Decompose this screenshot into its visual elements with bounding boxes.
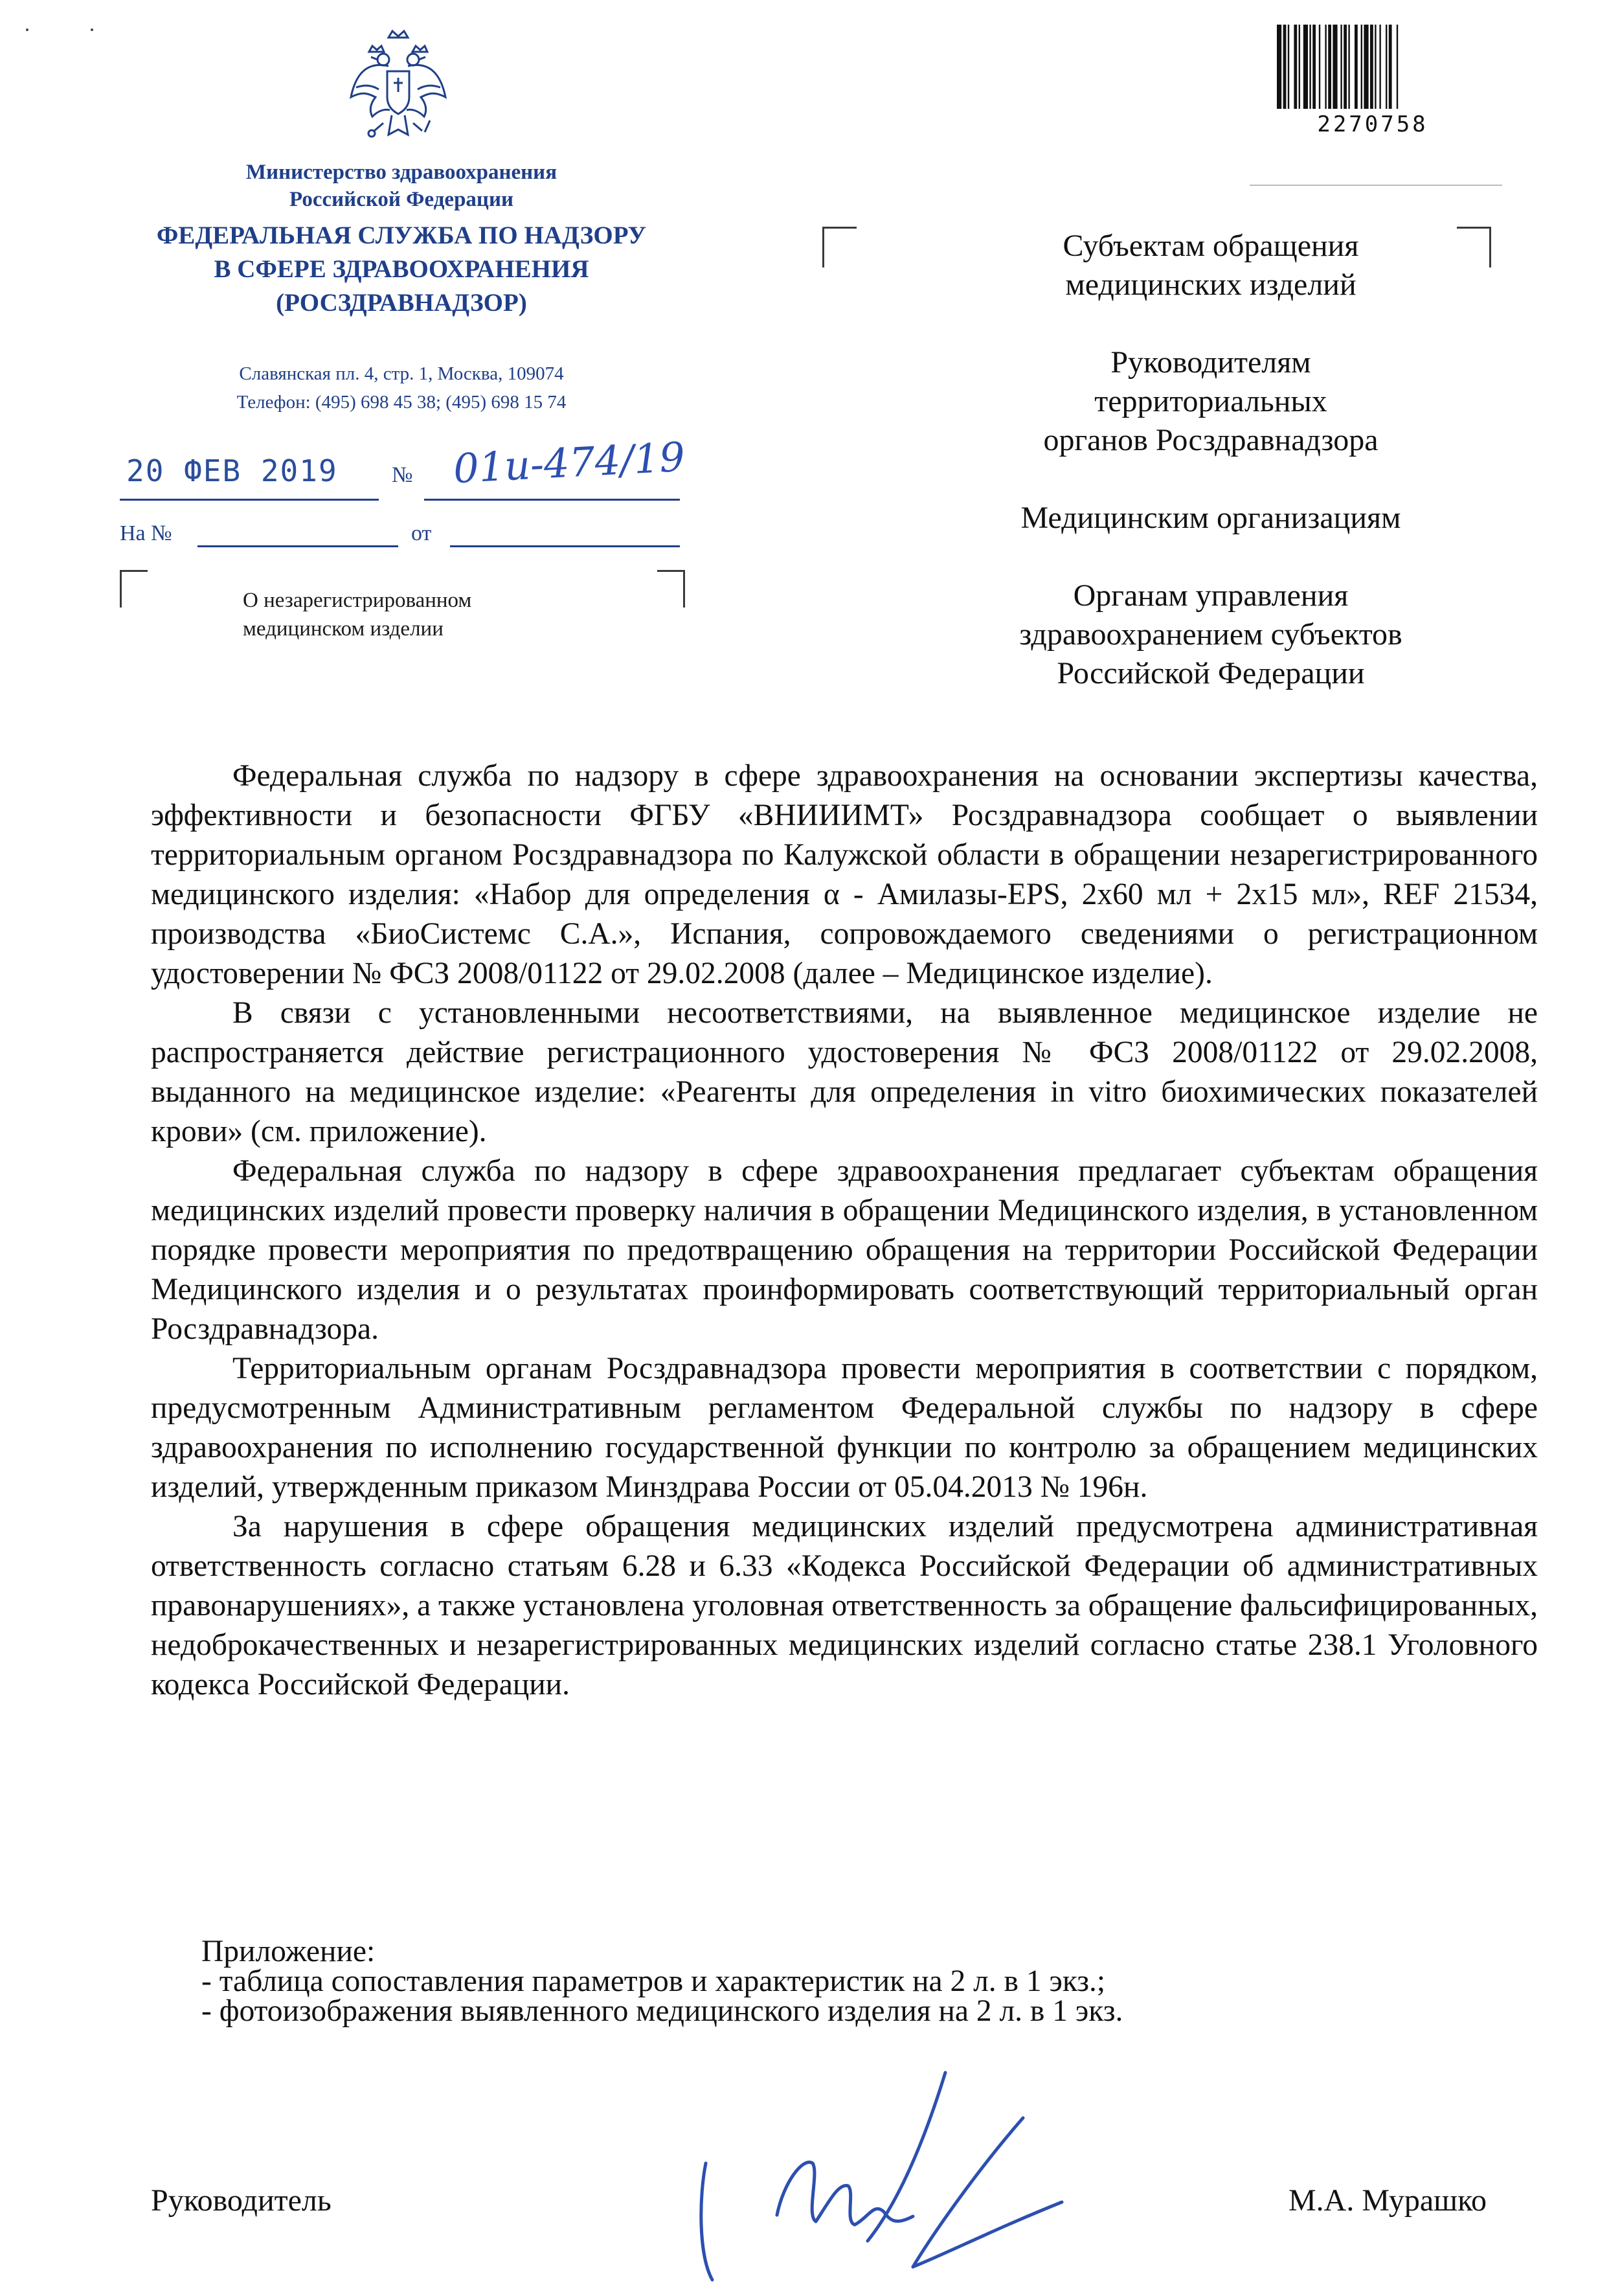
recipient-line: органов Росздравнадзора [1043,423,1379,457]
signer-role: Руководитель [151,2183,332,2218]
service-line: ФЕДЕРАЛЬНАЯ СЛУЖБА ПО НАДЗОРУ [156,222,647,249]
attachment-item: - таблица сопоставления параметров и характеристик на 2 л. в 1 экз.; [201,1964,1106,1998]
service-line: (РОСЗДРАВНАДЗОР) [276,289,527,317]
recipient-line: Медицинским организациям [1020,501,1401,535]
subject-bracket-right [657,570,685,608]
date-underline [120,499,379,501]
body-paragraph: В связи с установленными несоответствиями, на выявленное медицинское изделие не распространяется действие регистрационного удостоверения № ФСЗ 2008/01122 от 29.02.2008, выданного на медицинское изделие: «Реагенты для определения in vitro биохимических показателей крови» (см. приложение). [151,996,1538,1148]
reply-number-label: На № [120,521,172,545]
recipient-line: Руководителям [1110,345,1311,380]
recipient-group [932,576,1489,693]
body-paragraph: Федеральная служба по надзору в сфере здравоохранения на основании экспертизы качества, эффективности и безопасности ФГБУ «ВНИИИМТ» Росздравнадзора сообщает о выявлении территориальным органом Росздравнадзора по Калужской области в обращении незарегистрированного медицинского изделия: «Набор для определения α - Амилазы-EPS, 2х60 мл + 2х15 мл», REF 21534, производства «БиоСистемс С.А.», Испания, сопровождаемого сведениями о регистрационном удостоверении № ФСЗ 2008/01122 от 29.02.2008 (далее – Медицинское изделие). [151,759,1538,990]
attachments-block [201,1937,1496,2026]
coat-of-arms-emblem [343,26,453,149]
letter-body [151,756,1538,1705]
recipient-group [932,499,1489,538]
recipient-line: Органам управления [1073,578,1349,613]
attachment-item: - фотоизображения выявленного медицинского изделия на 2 л. в 1 экз. [201,1994,1123,2028]
subject-bracket-left [120,570,148,608]
recipient-group [932,343,1489,460]
subject-line: медицинском изделии [243,617,444,641]
body-paragraph: Территориальным органам Росздравнадзора провести мероприятия в соответствии с порядком, предусмотренным Административным регламентом Федеральной службы по надзору в сфере здравоохранения по исполнению государственной функции по контролю за обращением медицинских изделий, утвержденным приказом Минздрава России от 05.04.2013 № 196н. [151,1352,1538,1504]
service-address [97,359,706,416]
scan-speck [91,28,93,31]
letter-subject [243,586,631,643]
scan-speck [26,28,28,31]
signer-name: М.А. Мурашко [1289,2183,1487,2218]
barcode-number: 2270758 [1317,111,1428,137]
recipient-bracket-left [822,227,857,267]
recipient-group [932,227,1489,304]
body-paragraph: Федеральная служба по надзору в сфере здравоохранения предлагает субъектам обращения медицинских изделий провести проверку наличия в обращении Медицинского изделия, в установленном порядке провести мероприятия по предотвращению обращения на территории Российской Федерации Медицинского изделия и о результатах проинформировать соответствующий территориальный орган Росздравнадзора. [151,1154,1538,1346]
ministry-line: Российской Федерации [289,188,513,211]
ministry-line: Министерство здравоохранения [245,161,557,184]
recipient-line: Российской Федерации [1057,656,1365,690]
number-underline [424,499,680,501]
number-label: № [392,463,413,487]
recipient-line: здравоохранением субъектов [1019,617,1402,652]
reply-date-label: от [411,521,432,545]
barcode [1274,25,1469,115]
recipient-line: Субъектам обращения [1063,229,1359,263]
ministry-name [117,159,686,213]
subject-line: О незарегистрированном [243,589,472,612]
attachment-title: Приложение: [201,1935,376,1968]
address-line: Славянская пл. 4, стр. 1, Москва, 109074 [239,363,564,384]
service-line: В СФЕРЕ ЗДРАВООХРАНЕНИЯ [214,255,589,283]
address-line: Телефон: (495) 698 45 38; (495) 698 15 74 [236,392,567,413]
date-stamp: 20 ФЕВ 2019 [126,453,338,488]
outgoing-number: 01и-474/19 [452,433,686,493]
reply-date-underline [450,545,680,547]
handwritten-signature [699,2047,1114,2293]
barcode-divider [1250,185,1502,186]
service-name [97,219,706,320]
recipient-line: территориальных [1094,384,1327,418]
recipients-block [932,227,1489,732]
recipient-line: медицинских изделий [1065,267,1356,302]
body-paragraph: За нарушения в сфере обращения медицинских изделий предусмотрена административная ответственность согласно статьям 6.28 и 6.33 «Кодекса Российской Федерации об административных правонарушениях», а также установлена уголовная ответственность за обращение фальсифицированных, недоброкачественных и незарегистрированных медицинских изделий согласно статье 238.1 Уголовного кодекса Российской Федерации. [151,1510,1538,1701]
reply-number-underline [197,545,398,547]
